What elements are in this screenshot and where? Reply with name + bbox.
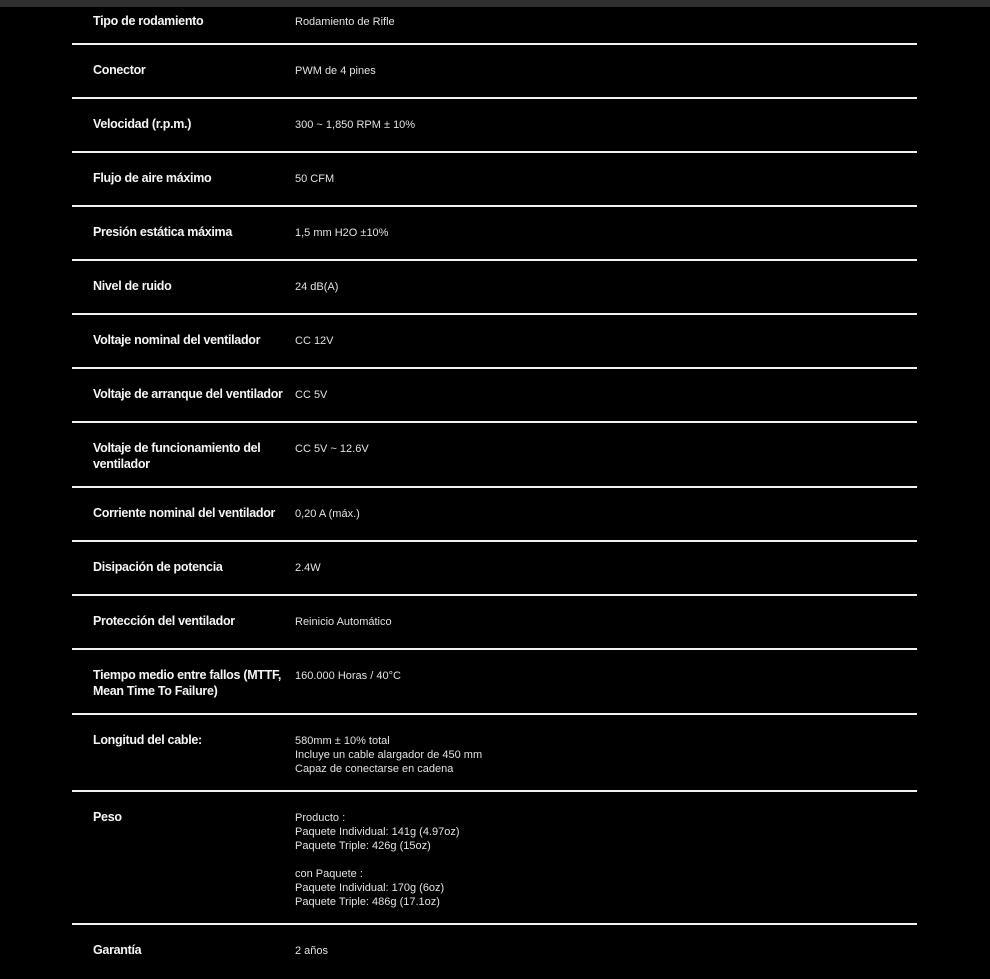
spec-value-line: Rodamiento de Rifle — [295, 16, 395, 28]
spec-value-line: CC 12V — [295, 335, 334, 347]
spec-value-line: 2 años — [295, 945, 329, 957]
spec-value-line: 0,20 A (máx.) — [295, 508, 360, 520]
spec-label: Corriente nominal del ventilador — [93, 506, 276, 520]
spec-value-line: con Paquete : — [295, 868, 363, 880]
spec-label: Protección del ventilador — [93, 614, 235, 628]
spec-value-line: 300 ~ 1,850 RPM ± 10% — [295, 119, 416, 131]
spec-table-row — [72, 925, 917, 979]
spec-table-row — [72, 261, 917, 315]
spec-value — [295, 278, 917, 294]
spec-value — [295, 386, 917, 402]
spec-value — [295, 667, 917, 683]
spec-label: Tipo de rodamiento — [93, 14, 204, 28]
spec-table-row — [72, 207, 917, 261]
spec-value-line: Paquete Triple: 426g (15oz) — [295, 840, 431, 852]
spec-value-line: 24 dB(A) — [295, 281, 339, 293]
spec-table-row — [72, 7, 917, 45]
spec-value-line: 50 CFM — [295, 173, 335, 185]
spec-value — [295, 62, 917, 78]
spec-value — [295, 505, 917, 521]
spec-value — [295, 170, 917, 186]
spec-value-line: Paquete Individual: 141g (4.97oz) — [295, 826, 460, 838]
spec-label: Flujo de aire máximo — [93, 171, 212, 185]
spec-table-row — [72, 315, 917, 369]
spec-table-row — [72, 715, 917, 792]
spec-table-row — [72, 369, 917, 423]
spec-table-row — [72, 423, 917, 488]
spec-label: Peso — [93, 810, 122, 824]
spec-value-line: Reinicio Automático — [295, 616, 392, 628]
spec-value-line: Paquete Individual: 170g (6oz) — [295, 882, 445, 894]
spec-value-line: PWM de 4 pines — [295, 65, 376, 77]
spec-table-row — [72, 650, 917, 715]
spec-value-line: Producto : — [295, 812, 346, 824]
spec-value — [295, 942, 917, 958]
spec-table-row — [72, 792, 917, 925]
spec-value — [295, 332, 917, 348]
spec-value — [295, 440, 917, 456]
spec-value-line: 160.000 Horas / 40°C — [295, 670, 401, 682]
spec-label: Disipación de potencia — [93, 560, 223, 574]
spec-value-line: Paquete Triple: 486g (17.1oz) — [295, 896, 440, 908]
spec-value — [295, 613, 917, 629]
spec-table-row — [72, 596, 917, 650]
spec-value — [295, 732, 917, 776]
spec-value-line: 580mm ± 10% total — [295, 735, 390, 747]
spec-table-row — [72, 542, 917, 596]
spec-label: Velocidad (r.p.m.) — [93, 117, 192, 131]
window-top-bar — [0, 0, 990, 7]
spec-value-line: Incluye un cable alargador de 450 mm — [295, 749, 483, 761]
spec-table-row — [72, 488, 917, 542]
spec-label: Nivel de ruido — [93, 279, 172, 293]
spec-value — [295, 559, 917, 575]
spec-value-line: 2.4W — [295, 562, 321, 574]
spec-value — [295, 224, 917, 240]
spec-value-line: CC 5V ~ 12.6V — [295, 443, 369, 455]
spec-table-row — [72, 45, 917, 99]
spec-label: Conector — [93, 63, 146, 77]
spec-label: Tiempo medio entre fallos (MTTF, Mean Time To Failure) — [93, 668, 282, 698]
spec-label: Longitud del cable: — [93, 733, 202, 747]
spec-label: Voltaje de arranque del ventilador — [93, 387, 283, 401]
spec-label: Presión estática máxima — [93, 225, 233, 239]
spec-value — [295, 13, 917, 29]
spec-value-line — [295, 853, 917, 867]
spec-value-line: CC 5V — [295, 389, 328, 401]
spec-value — [295, 116, 917, 132]
spec-value — [295, 809, 917, 909]
spec-value-line: 1,5 mm H2O ±10% — [295, 227, 389, 239]
spec-table — [72, 7, 917, 979]
spec-table-row — [72, 99, 917, 153]
spec-value-line: Capaz de conectarse en cadena — [295, 763, 454, 775]
spec-label: Garantía — [93, 943, 142, 957]
spec-table-row — [72, 153, 917, 207]
spec-label: Voltaje de funcionamiento del ventilador — [93, 441, 261, 471]
spec-label: Voltaje nominal del ventilador — [93, 333, 261, 347]
